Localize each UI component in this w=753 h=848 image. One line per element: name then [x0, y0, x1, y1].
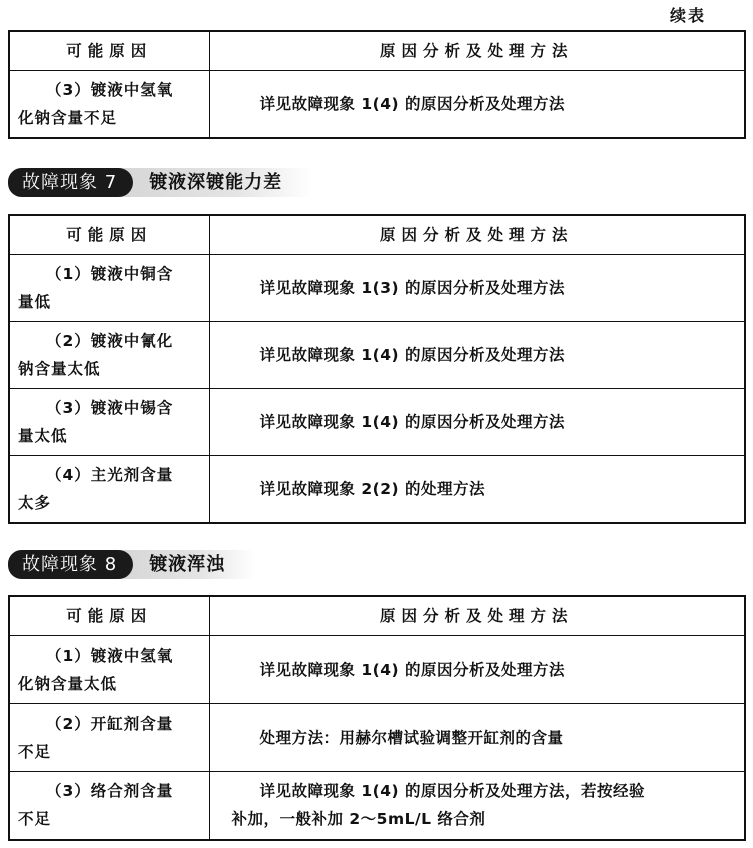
cause-cell: [9, 322, 209, 389]
fault-heading-7: [8, 168, 312, 197]
method-text-cont: 补加，一般补加 2～5mL/L 络合剂: [231, 810, 486, 829]
table-header-row: [9, 215, 745, 255]
fault7-table: [8, 214, 746, 524]
cause-text: （2）开缸剂含量: [46, 714, 174, 733]
cause-text-cont: 量低: [18, 293, 52, 311]
table-row: [9, 456, 745, 524]
method-cell: 详见故障现象 1(4) 的原因分析及处理方法: [209, 322, 745, 389]
fault-badge-8: 故障现象 8: [8, 550, 133, 579]
method-cell: 详见故障现象 1(3) 的原因分析及处理方法: [209, 255, 745, 322]
method-cell: 详见故障现象 1(4) 的原因分析及处理方法: [209, 636, 745, 704]
cause-text-cont: 化钠含量太低: [18, 674, 118, 693]
continued-label: 续表: [670, 6, 707, 25]
method-cell: [209, 772, 745, 840]
cause-text: （2）镀液中氰化: [46, 332, 174, 350]
cause-text: （1）镀液中氢氧: [46, 646, 174, 665]
cause-text-cont: 太多: [18, 494, 52, 512]
cause-text-cont: 不足: [18, 742, 52, 761]
table-row: [9, 704, 745, 772]
cause-text-cont: 钠含量太低: [18, 360, 101, 378]
cause-cell: [9, 772, 209, 840]
fault-heading-8: [8, 550, 255, 579]
table-row: [9, 772, 745, 840]
header-method: 原因分析及处理方法: [209, 215, 745, 255]
header-method: 原因分析及处理方法: [209, 31, 745, 71]
table-row: [9, 255, 745, 322]
fault-title-7: 镀液深镀能力差: [119, 168, 312, 197]
fault-title-8: 镀液浑浊: [119, 550, 255, 579]
cause-text-cont: 量太低: [18, 427, 68, 445]
cause-cell: [9, 389, 209, 456]
table-header-row: [9, 31, 745, 71]
table-header-row: [9, 596, 745, 636]
table-row: [9, 322, 745, 389]
table-row: [9, 389, 745, 456]
cause-text: （1）镀液中铜含: [46, 265, 174, 283]
header-cause: 可能原因: [9, 596, 209, 636]
header-cause: 可能原因: [9, 31, 209, 71]
cause-text: （3）镀液中氢氧: [46, 81, 174, 99]
cause-text: （4）主光剂含量: [46, 466, 174, 484]
table-row: [9, 71, 745, 139]
fault-badge-7: 故障现象 7: [8, 168, 133, 197]
cause-cell: [9, 255, 209, 322]
method-cell: 详见故障现象 2(2) 的处理方法: [209, 456, 745, 524]
header-cause: 可能原因: [9, 215, 209, 255]
cause-text-cont: 化钠含量不足: [18, 109, 118, 127]
method-cell: 详见故障现象 1(4) 的原因分析及处理方法: [209, 71, 745, 139]
method-cell: 处理方法：用赫尔槽试验调整开缸剂的含量: [209, 704, 745, 772]
method-text: 详见故障现象 1(4) 的原因分析及处理方法，若按经验: [259, 782, 646, 801]
cause-text: （3）镀液中锡含: [46, 399, 174, 417]
cause-cell: [9, 71, 209, 139]
table-row: [9, 636, 745, 704]
method-cell: 详见故障现象 1(4) 的原因分析及处理方法: [209, 389, 745, 456]
cause-cell: [9, 636, 209, 704]
continued-table: [8, 30, 746, 139]
fault8-table: [8, 595, 746, 841]
cause-text-cont: 不足: [18, 810, 52, 829]
cause-cell: [9, 704, 209, 772]
cause-text: （3）络合剂含量: [46, 782, 174, 801]
header-method: 原因分析及处理方法: [209, 596, 745, 636]
cause-cell: [9, 456, 209, 524]
